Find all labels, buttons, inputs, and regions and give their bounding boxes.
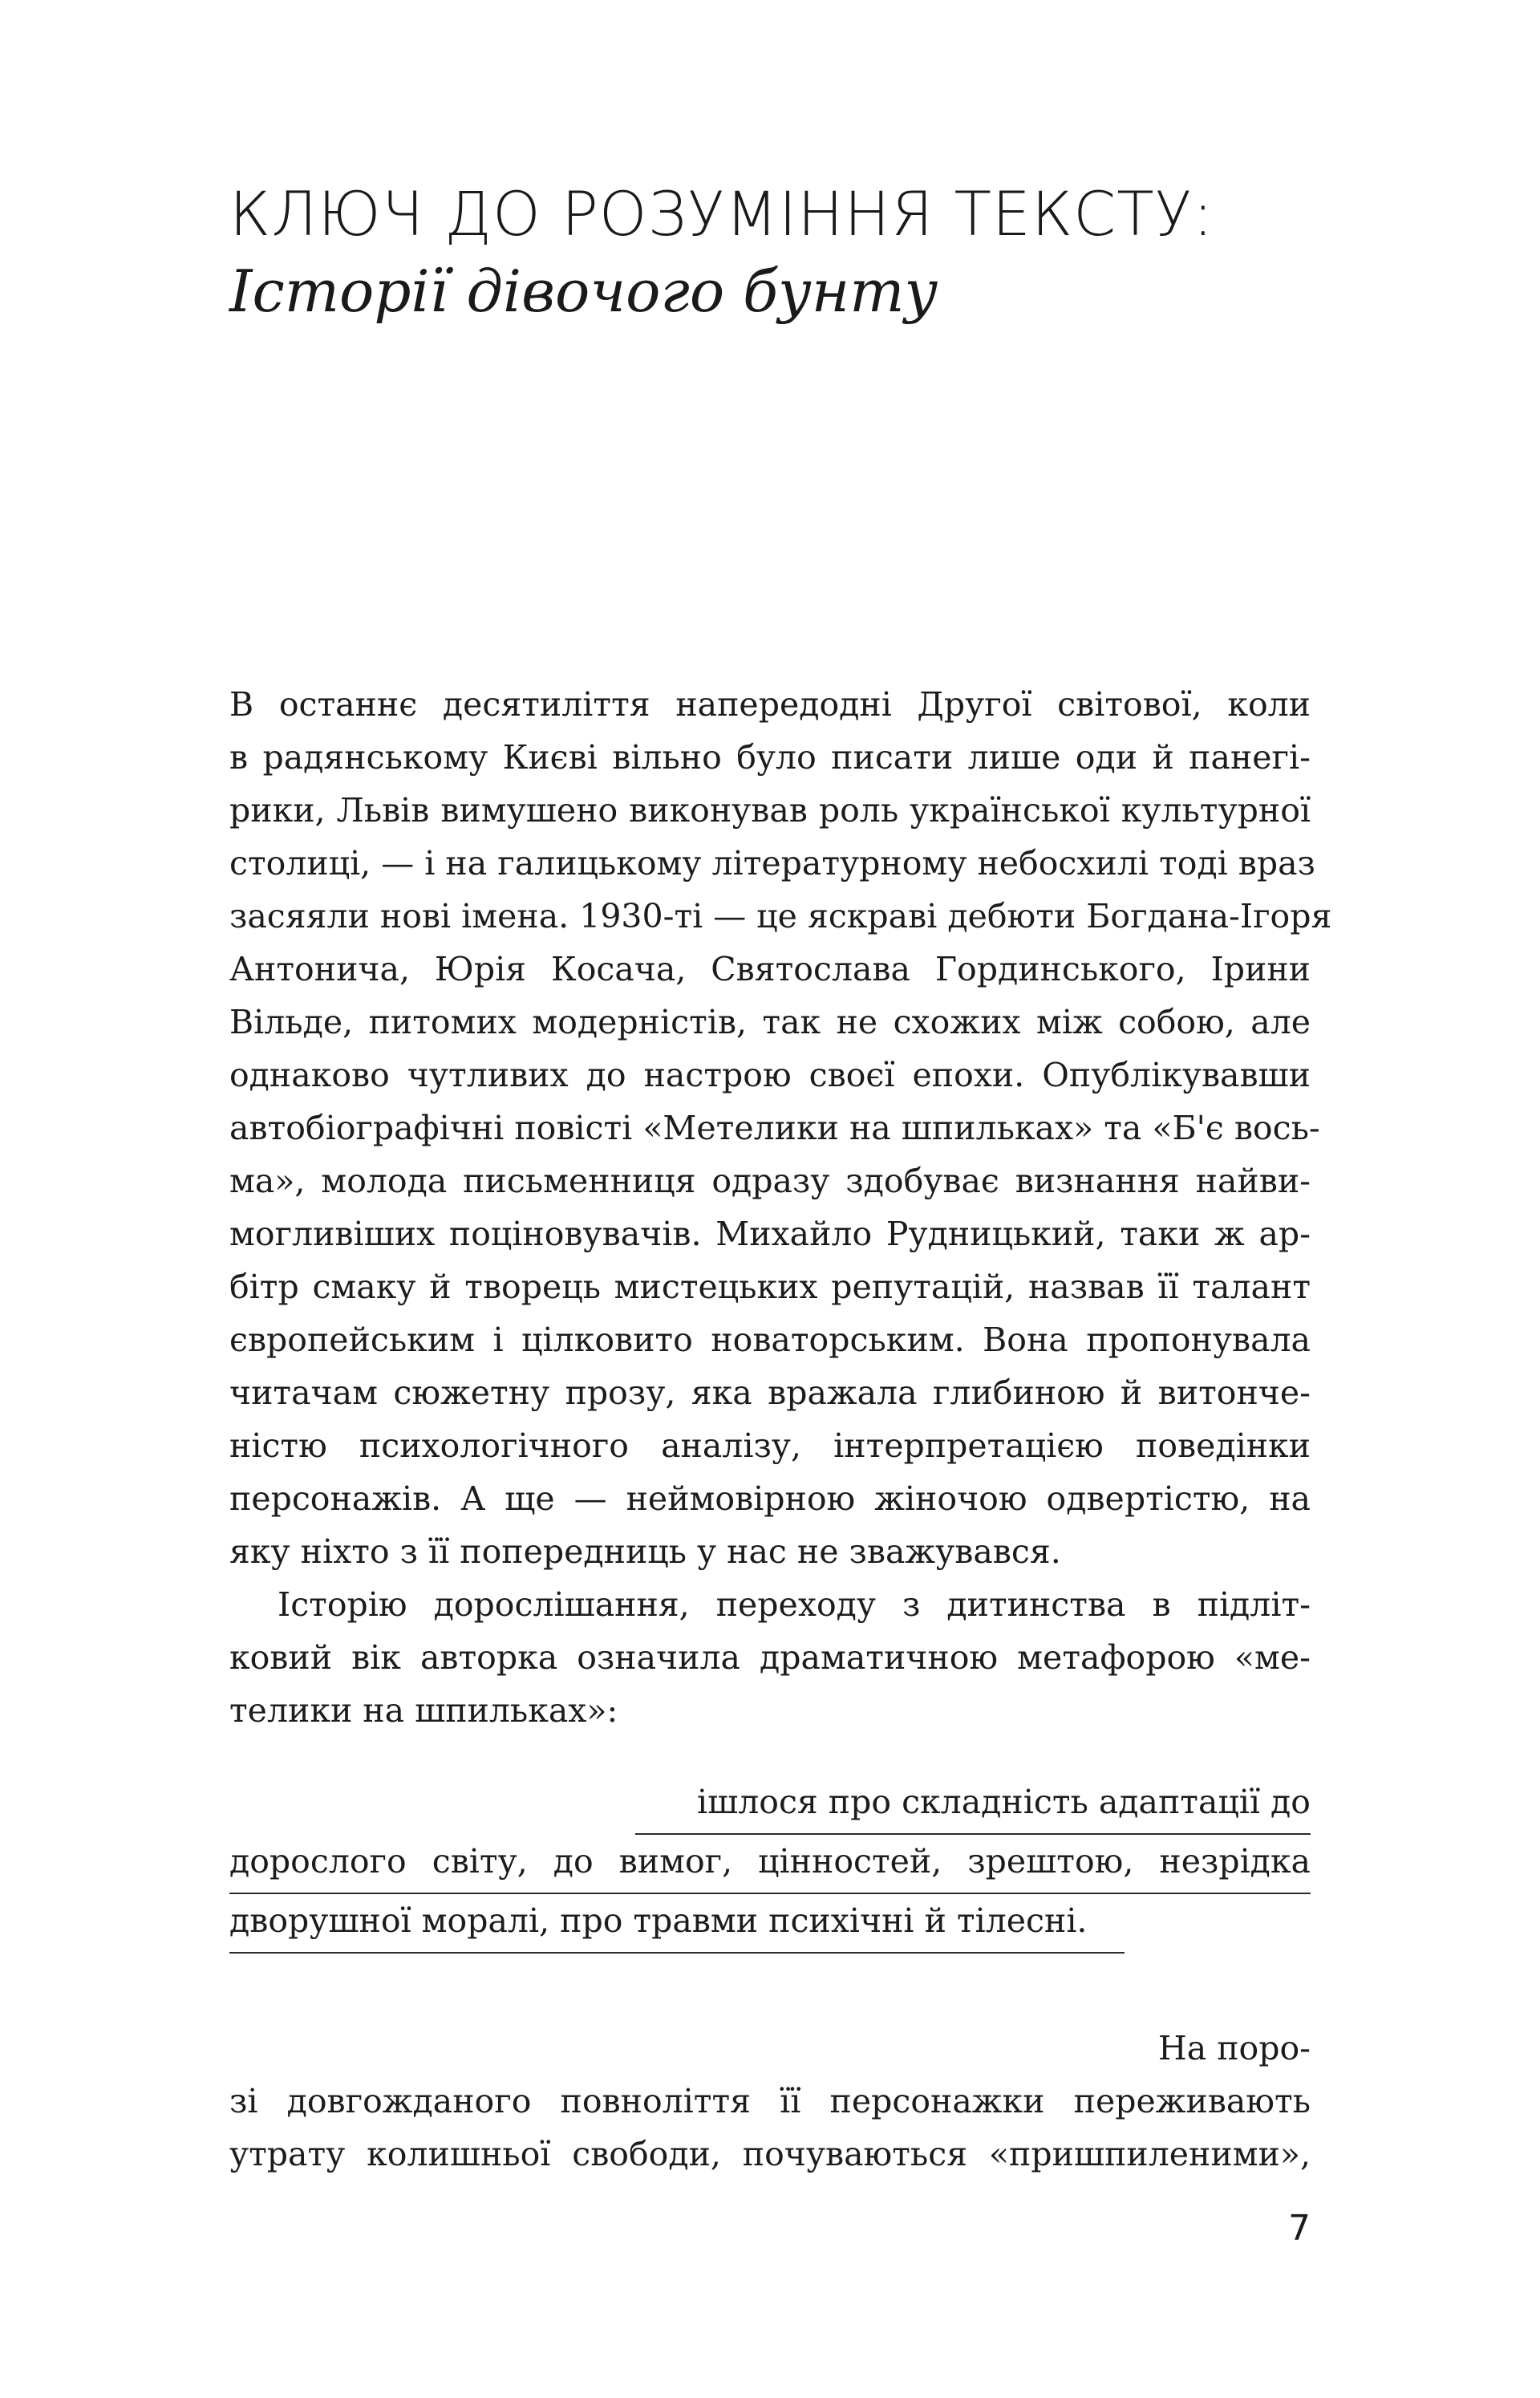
quote-text: дорослого світу, до вимог, цінностей, зрештою, незрідка <box>229 1842 1311 1881</box>
text-line: засяяли нові імена. 1930-ті — це яскраві дебюти Богдана-Ігоря <box>229 897 1332 935</box>
text-line: На поро- <box>1157 2029 1311 2067</box>
text-line: телики на шпильках»: <box>229 1691 618 1730</box>
text-line: ма», молода письменниця одразу здобуває визнання найви- <box>229 1162 1311 1200</box>
text-line: яку ніхто з її попередниць у нас не зважувався. <box>229 1532 1061 1571</box>
text-line: ністю психологічного аналізу, інтерпретацією поведінки <box>229 1426 1311 1465</box>
text-line: ковий вік авторка означила драматичною метафорою «ме- <box>229 1638 1311 1677</box>
text-line: в радянському Києві вільно було писати лише оди й панегі- <box>229 738 1311 777</box>
text-line: столиці, — і на галицькому літературному небосхилі тоді враз <box>229 844 1315 883</box>
page-number: 7 <box>1288 2208 1311 2249</box>
text-line: однаково чутливих до настрою своєї епохи. Опублікувавши <box>229 1056 1311 1094</box>
text-line: Антонича, Юрія Косача, Святослава Гординського, Ірини <box>229 950 1311 988</box>
text-line: могливіших поціновувачів. Михайло Рудницький, таки ж ар- <box>229 1215 1311 1253</box>
text-line: зі довгожданого повноліття її персонажки переживають <box>229 2082 1311 2120</box>
underline <box>229 1952 1125 1954</box>
text-line: Вільде, питомих модерністів, так не схожих між собою, але <box>229 1003 1311 1041</box>
text-line: читачам сюжетну прозу, яка вражала глибиною й витонче- <box>229 1373 1311 1412</box>
quote-line <box>229 1894 1311 1954</box>
text-line: автобіографічні повісті «Метелики на шпильках» та «Б'є вось- <box>229 1109 1320 1147</box>
quote-line <box>229 1775 1311 1835</box>
text-line: персонажів. А ще — неймовірною жіночою одвертістю, на <box>229 1479 1311 1518</box>
text-line: рики, Львів вимушено виконував роль української культурної <box>229 791 1311 830</box>
text-line: утрату колишньої свободи, почуваються «пришпиленими», <box>229 2135 1311 2173</box>
quote-line <box>229 1835 1311 1894</box>
quote-text: ішлося про складність адаптації до <box>696 1783 1311 1821</box>
chapter-subtitle: Історії дівочого бунту <box>229 258 938 325</box>
text-line: Історію дорослішання, переходу з дитинства в підліт- <box>278 1585 1311 1624</box>
text-line: В останнє десятиліття напередодні Другої світової, коли <box>229 685 1311 724</box>
text-line: європейським і цілковито новаторським. Вона пропонувала <box>229 1321 1311 1359</box>
quote-text: дворушної моралі, про травми психічні й тілесні. <box>229 1901 1088 1940</box>
text-line: бітр смаку й творець мистецьких репутацій, назвав її талант <box>229 1268 1311 1306</box>
chapter-title: КЛЮЧ ДО РОЗУМІННЯ ТЕКСТУ: <box>229 178 1214 250</box>
